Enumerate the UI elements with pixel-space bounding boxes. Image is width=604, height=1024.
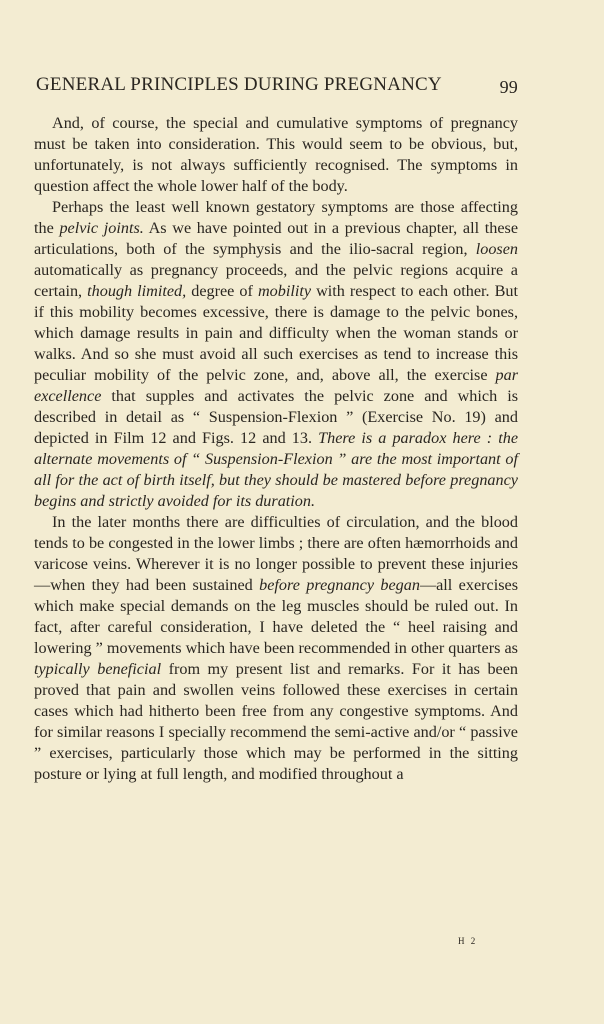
italic-run: though limited, (87, 282, 187, 300)
paragraph-2 (34, 197, 518, 512)
chapter-title: GENERAL PRINCIPLES DURING PREGNANCY (36, 74, 442, 95)
text-run: And, of course, the special and cumulative symptoms of pregnancy must be taken into consideration. This would seem to be obvious, but, unfortunately, is not always sufficiently recognised. The symptoms in question affect the whole lower half of the body. (34, 114, 518, 195)
paragraph-3 (34, 512, 518, 785)
text-run: In the later months there are difficulties of circulation, and the blood tends to be congested in the lower limbs ; there are often hæmorrhoids and varicose veins. Wherever it is no longer possible to prevent these injuries—when they had been sustained (34, 513, 518, 594)
text-run: —all exercises which make special demands on the leg muscles should be ruled out. In fact, after careful consideration, I have deleted the “ heel raising and lowering ” movements which have been recommended in other quarters as (34, 576, 518, 657)
text-run: that supples and activates the pelvic zone and which is described in detail as “ Suspension-Flexion ” (Exercise No. 19) and depicted in Film 12 and Figs. 12 and 13. (34, 387, 518, 447)
italic-run: par excellence (34, 366, 518, 405)
page-number: 99 (499, 77, 518, 97)
italic-run: pelvic joints. (59, 219, 144, 237)
signature-mark: H 2 (458, 936, 478, 946)
italic-run: There is a paradox here : the alternate movements of “ Suspension-Flexion ” are the most important of all for the act of birth itself, but they should be mastered before pregnancy begins and strictly avoided for its duration. (34, 429, 518, 510)
paragraph-1 (34, 113, 518, 197)
italic-run: mobility (257, 282, 312, 300)
text-run: from my present list and remarks. For it has been proved that pain and swollen veins followed these exercises in certain cases which had hitherto been free from any congestive symptoms. And for similar reasons I specially recommend the semi-active and/or “ passive ” exercises, particularly those which may be performed in the sitting posture or lying at full length, and modified throughout a (34, 660, 519, 783)
body-text (34, 113, 518, 785)
text-run: automatically as pregnancy proceeds, and the pelvic regions acquire a certain, (34, 261, 518, 300)
italic-run: typically beneficial (34, 660, 162, 678)
text-run: Perhaps the least well known gestatory symptoms are those affecting the (34, 198, 518, 237)
italic-run: before pregnancy began (259, 576, 420, 594)
text-run: with respect to each other. But if this mobility becomes excessive, there is damage to the pelvic bones, which damage results in pain and difficulty when the woman stands or walks. And so she must avoid all such exercises as tend to increase this peculiar mobility of the pelvic zone, and, above all, the exercise (34, 282, 518, 384)
text-run: As we have pointed out in a previous chapter, all these articulations, both of the symphysis and the ilio-sacral region, (34, 219, 519, 258)
text-run: degree of (186, 282, 258, 300)
italic-run: loosen (475, 240, 518, 258)
